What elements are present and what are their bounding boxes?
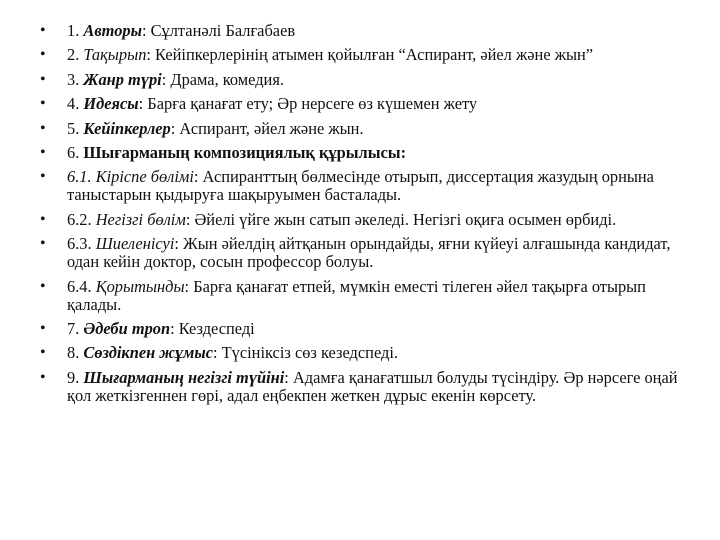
bullet-icon: • xyxy=(40,235,46,253)
item-text: : Барға қанағат етпей, мүмкін еместі тілеген əйел тақырға отырып қалады. xyxy=(67,276,646,314)
bullet-icon: • xyxy=(40,368,46,386)
item-number: 1. xyxy=(67,21,80,40)
list-item xyxy=(40,235,695,271)
item-text: : Аспирант, əйел жəне жын. xyxy=(170,118,364,138)
bullet-icon: • xyxy=(40,210,46,228)
item-text: : Əйелі үйге жын сатып əкеледі. Негізгі оқиға осымен өрбиді. xyxy=(185,209,617,229)
item-number: 4. xyxy=(67,94,80,114)
bullet-icon: • xyxy=(40,277,46,295)
item-text: : Кейіпкерлерінің атымен қойылған “Аспирант, əйел жəне жын” xyxy=(146,45,594,65)
item-number: 6.1. xyxy=(67,167,92,187)
item-number: 6.3. xyxy=(67,234,92,254)
item-label: Жанр түрі xyxy=(83,69,162,89)
bullet-icon: • xyxy=(40,119,46,137)
item-text: : Түсініксіз сөз кезедспеді. xyxy=(212,343,398,363)
item-number: 6.2. xyxy=(67,209,92,229)
item-number: 9. xyxy=(67,367,80,387)
item-label: Тақырып xyxy=(83,45,147,65)
item-number: 8. xyxy=(67,343,80,363)
list-item xyxy=(40,144,695,162)
item-number: 6. xyxy=(67,142,80,162)
list-item xyxy=(40,46,695,64)
item-number: 7. xyxy=(67,318,80,338)
item-label: Негізгі бөлім xyxy=(95,209,186,229)
list-item xyxy=(40,71,695,89)
list-item xyxy=(40,211,695,229)
item-label: Сөздікпен жұмыс xyxy=(83,343,213,363)
list-item xyxy=(40,22,695,40)
bullet-icon: • xyxy=(40,70,46,88)
item-text: : Аспиранттың бөлмесінде отырып, диссертация жазудың орнына таныстарын қыдыруға шақыруымен басталады. xyxy=(67,167,654,205)
item-label: Идеясы xyxy=(83,94,139,114)
list-item xyxy=(40,120,695,138)
list-item xyxy=(40,278,695,314)
bullet-icon: • xyxy=(40,22,46,39)
item-label: Қорытынды xyxy=(95,276,185,296)
bullet-icon: • xyxy=(40,168,46,186)
bullet-icon: • xyxy=(40,143,46,161)
list-item xyxy=(40,369,695,405)
bullet-icon: • xyxy=(40,95,46,113)
item-label: Шығарманың композициялық құрылысы: xyxy=(83,142,407,162)
item-label: Шиеленісуі xyxy=(95,234,175,254)
item-label: Авторы xyxy=(83,21,142,40)
item-text: : Сұлтанəлі Балғабаев xyxy=(141,21,296,40)
item-label: Кейіпкерлер xyxy=(83,118,171,138)
list-item xyxy=(40,95,695,113)
list-item xyxy=(40,344,695,362)
bullet-icon: • xyxy=(40,46,46,64)
item-text: : Адамға қанағатшыл болуды түсіндіру. Əр нəрсеге оңай қол жеткізгеннен гөрі, адал еңбекпен жеткен дұрыс екенін көрсету. xyxy=(67,367,678,405)
item-number: 2. xyxy=(67,45,80,65)
bullet-icon: • xyxy=(40,319,46,337)
item-text: : Жын əйелдің айтқанын орындайды, яғни күйеуі алғашында кандидат, одан кейін доктор, сосын профессор болуы. xyxy=(67,234,671,272)
list-item xyxy=(40,320,695,338)
item-text: : Кездеспеді xyxy=(170,318,255,338)
item-number: 6.4. xyxy=(67,276,92,296)
item-number: 5. xyxy=(67,118,80,138)
item-label: Əдеби троп xyxy=(83,318,171,338)
item-number: 3. xyxy=(67,69,80,89)
bullet-list xyxy=(40,22,695,411)
item-label: Шығарманың негізгі түйіні xyxy=(83,367,285,387)
item-text: : Драма, комедия. xyxy=(161,69,284,89)
bullet-icon: • xyxy=(40,344,46,362)
list-item xyxy=(40,168,695,204)
item-text: : Барға қанағат ету; Əр нерсеге өз күшемен жету xyxy=(138,94,478,114)
item-label: Кіріспе бөлімі xyxy=(95,167,194,187)
